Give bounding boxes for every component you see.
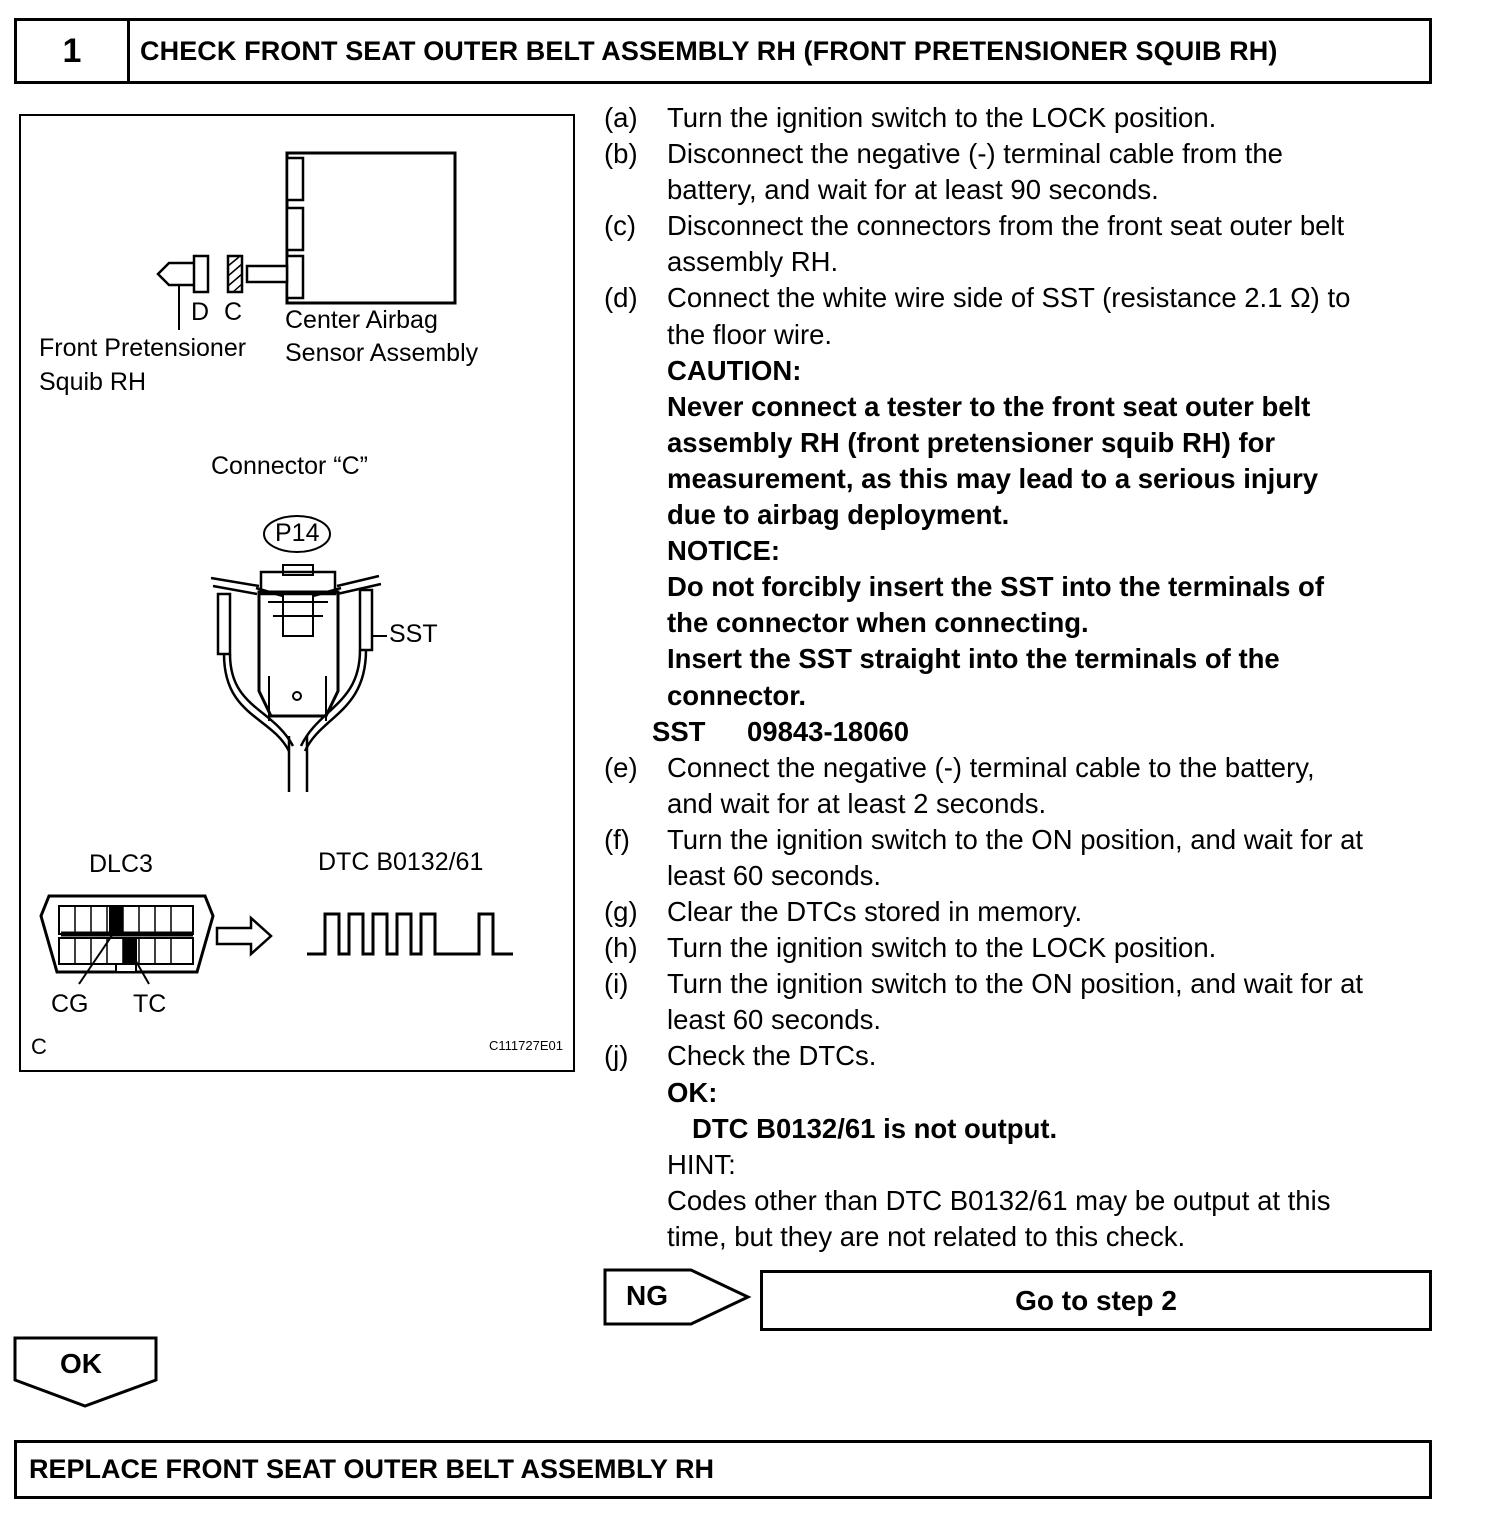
caution-line: due to airbag deployment. bbox=[667, 499, 1010, 531]
hint-line: time, but they are not related to this check. bbox=[667, 1220, 1186, 1252]
label-c: C bbox=[224, 298, 243, 326]
step-d: (d) Connect the white wire side of SST (resistance 2.1 Ω) to bbox=[604, 282, 1351, 314]
sst-number: 09843-18060 bbox=[747, 715, 910, 747]
ng-label: NG bbox=[626, 1280, 668, 1311]
notice-line: connector. bbox=[667, 679, 807, 711]
step-i-cont: least 60 seconds. bbox=[667, 1004, 882, 1036]
step-c-cont: assembly RH. bbox=[667, 246, 839, 278]
step-c: (c) Disconnect the connectors from the front seat outer belt bbox=[604, 210, 1345, 242]
figure-drawing bbox=[21, 116, 573, 1070]
sst-line bbox=[604, 714, 1434, 750]
step-f-cont: least 60 seconds. bbox=[667, 859, 882, 891]
corner-c-label: C bbox=[31, 1034, 47, 1059]
dlc3-label: DLC3 bbox=[89, 850, 153, 878]
hint-line: Codes other than DTC B0132/61 may be output at this bbox=[667, 1184, 1331, 1216]
step-j: (j) Check the DTCs. bbox=[604, 1040, 877, 1072]
step-e-cont: and wait for at least 2 seconds. bbox=[667, 787, 1047, 819]
connector-title: Connector “C” bbox=[211, 452, 368, 480]
caution-line: assembly RH (front pretensioner squib RH) for bbox=[667, 426, 1276, 458]
center-airbag-sensor-box bbox=[287, 153, 455, 303]
tc-label: TC bbox=[133, 990, 167, 1018]
connector-d bbox=[194, 256, 208, 292]
connector-code: P14 bbox=[275, 519, 320, 547]
step-title: CHECK FRONT SEAT OUTER BELT ASSEMBLY RH (FRONT PRETENSIONER SQUIB RH) bbox=[140, 35, 1278, 66]
step-e: (e) Connect the negative (-) terminal cable to the battery, bbox=[604, 751, 1315, 783]
sst-label: SST bbox=[652, 715, 706, 747]
step-i: (i) Turn the ignition switch to the ON position, and wait for at bbox=[604, 968, 1363, 1000]
label-d: D bbox=[191, 298, 210, 326]
step-d-cont: the floor wire. bbox=[667, 318, 833, 350]
caution-line: measurement, as this may lead to a serious injury bbox=[667, 462, 1319, 494]
ok-text: DTC B0132/61 is not output. bbox=[692, 1112, 1058, 1144]
wiring-figure bbox=[19, 114, 575, 1072]
sst-label: SST bbox=[389, 620, 438, 648]
notice-heading: NOTICE: bbox=[667, 535, 781, 567]
dtc-label: DTC B0132/61 bbox=[318, 848, 484, 876]
go-to-step-2-box[interactable]: Go to step 2 bbox=[760, 1270, 1432, 1331]
step-h: (h) Turn the ignition switch to the LOCK position. bbox=[604, 932, 1217, 964]
center-airbag-label-1: Center Airbag bbox=[285, 306, 438, 334]
ok-label: OK bbox=[60, 1348, 102, 1379]
caution-heading: CAUTION: bbox=[667, 354, 802, 386]
step-f: (f) Turn the ignition switch to the ON position, and wait for at bbox=[604, 823, 1363, 855]
center-airbag-label-2: Sensor Assembly bbox=[285, 339, 479, 367]
hint-heading: HINT: bbox=[667, 1148, 736, 1180]
replace-belt-box[interactable]: REPLACE FRONT SEAT OUTER BELT ASSEMBLY RH bbox=[14, 1440, 1432, 1499]
step-number: 1 bbox=[17, 21, 130, 81]
front-pretensioner-label-1: Front Pretensioner bbox=[39, 334, 247, 362]
step-b-cont: battery, and wait for at least 90 seconds. bbox=[667, 174, 1159, 206]
notice-line: Do not forcibly insert the SST into the terminals of bbox=[667, 571, 1324, 603]
notice-line: the connector when connecting. bbox=[667, 607, 1089, 639]
front-pretensioner-label-2: Squib RH bbox=[39, 368, 146, 396]
cg-label: CG bbox=[51, 990, 89, 1018]
figure-code: C111727E01 bbox=[489, 1038, 563, 1053]
step-g: (g) Clear the DTCs stored in memory. bbox=[604, 896, 1083, 928]
step-b: (b) Disconnect the negative (-) terminal cable from the bbox=[604, 138, 1283, 170]
procedure-steps bbox=[604, 100, 1434, 1255]
notice-line: Insert the SST straight into the terminals of the bbox=[667, 643, 1280, 675]
step-a: (a) Turn the ignition switch to the LOCK position. bbox=[604, 102, 1217, 133]
caution-line: Never connect a tester to the front seat outer belt bbox=[667, 390, 1311, 422]
step-header bbox=[14, 18, 1432, 84]
ok-heading: OK: bbox=[667, 1076, 718, 1108]
